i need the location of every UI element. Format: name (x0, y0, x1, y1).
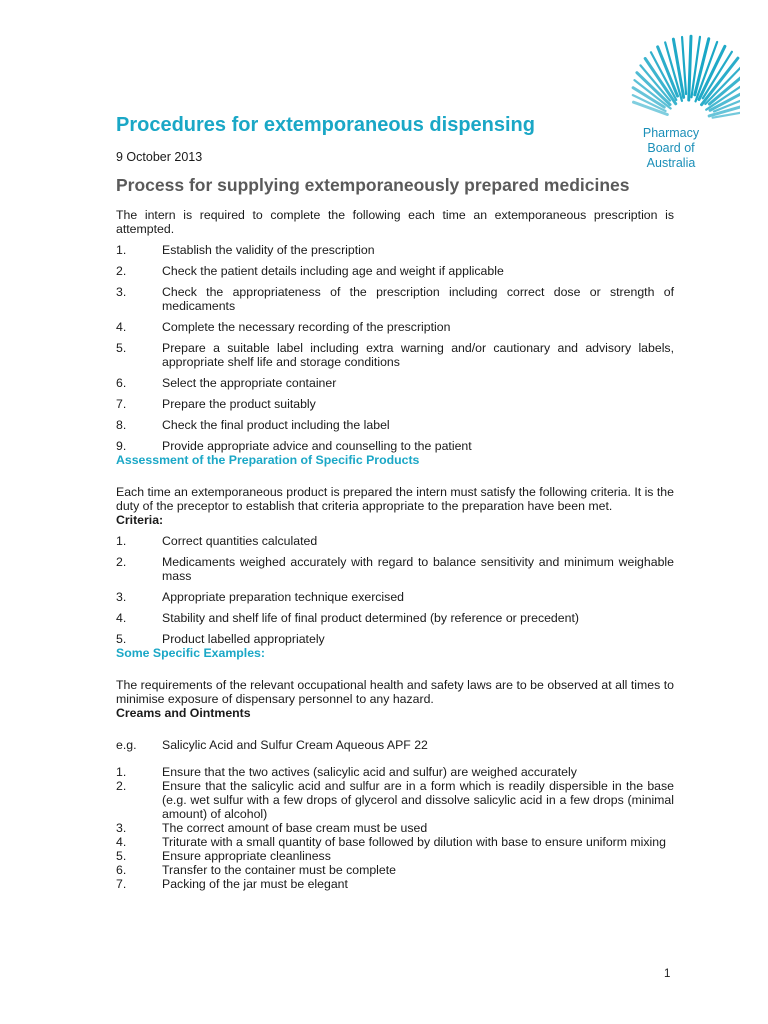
list-item-text: Correct quantities calculated (162, 534, 318, 548)
intro-paragraph: The intern is required to complete the following each time an extemporaneous prescription is attempted. (116, 208, 674, 236)
list-item-text: Triturate with a small quantity of base followed by dilution with base to ensure uniform mixing (162, 835, 666, 849)
example-line (116, 738, 674, 752)
list-item (116, 821, 674, 835)
list-item-number: 4. (116, 611, 127, 625)
list-item-text: The correct amount of base cream must be used (162, 821, 428, 835)
list-item (116, 835, 674, 849)
creams-heading: Creams and Ointments (116, 706, 251, 720)
document-body (116, 208, 674, 891)
list-item (116, 779, 674, 821)
list-item-text: Ensure that the salicylic acid and sulfur are in a form which is readily dispersible in the base (e.g. wet sulfur with a few drops of glycerol and dissolve salicylic acid in a few drops (minimal amount) of alcohol) (162, 779, 674, 821)
list-item-text: Prepare a suitable label including extra warning and/or cautionary and advisory labels, appropriate shelf life and storage conditions (162, 341, 674, 369)
list-item-number: 3. (116, 590, 127, 604)
list-item-number: 4. (116, 835, 127, 849)
list-item-text: Ensure appropriate cleanliness (162, 849, 331, 863)
logo-line: Board of (647, 141, 695, 155)
list-item-text: Product labelled appropriately (162, 632, 325, 646)
example-steps-list (116, 765, 674, 891)
page-number: 1 (664, 968, 671, 980)
list-item-text: Packing of the jar must be elegant (162, 877, 348, 891)
list-item-number: 7. (116, 877, 127, 891)
process-steps-list (116, 243, 674, 453)
list-item (116, 590, 674, 604)
list-item-number: 6. (116, 863, 127, 877)
list-item-text: Check the final product including the label (162, 418, 390, 432)
list-item-number: 5. (116, 849, 127, 863)
list-item (116, 341, 674, 369)
list-item-text: Select the appropriate container (162, 376, 337, 390)
list-item (116, 285, 674, 313)
list-item-text: Complete the necessary recording of the prescription (162, 320, 451, 334)
document-date: 9 October 2013 (116, 150, 203, 164)
examples-paragraph: The requirements of the relevant occupational health and safety laws are to be observed at all times to minimise exposure of dispensary personnel to any hazard. (116, 678, 674, 706)
assessment-paragraph: Each time an extemporaneous product is prepared the intern must satisfy the following criteria. It is the duty of the preceptor to establish that criteria appropriate to the preparation have been met. (116, 485, 674, 513)
examples-heading: Some Specific Examples: (116, 646, 265, 660)
list-item (116, 243, 674, 257)
list-item-text: Medicaments weighed accurately with regard to balance sensitivity and minimum weighable mass (162, 555, 674, 583)
list-item-number: 1. (116, 243, 127, 257)
list-item (116, 877, 674, 891)
list-item-number: 3. (116, 285, 127, 299)
list-item (116, 632, 674, 646)
list-item-number: 6. (116, 376, 127, 390)
list-item (116, 849, 674, 863)
list-item-number: 7. (116, 397, 127, 411)
logo-line: Australia (646, 156, 696, 170)
list-item-text: Check the patient details including age and weight if applicable (162, 264, 504, 278)
list-item-number: 2. (116, 264, 127, 278)
list-item-number: 3. (116, 821, 127, 835)
list-item-text: Ensure that the two actives (salicylic acid and sulfur) are weighed accurately (162, 765, 577, 779)
eg-text: Salicylic Acid and Sulfur Cream Aqueous APF 22 (162, 738, 428, 752)
criteria-heading: Criteria: (116, 513, 164, 527)
list-item-text: Appropriate preparation technique exercised (162, 590, 404, 604)
list-item-number: 2. (116, 779, 127, 793)
logo-ray (689, 36, 691, 100)
list-item-number: 5. (116, 632, 127, 646)
list-item-number: 4. (116, 320, 127, 334)
assessment-heading: Assessment of the Preparation of Specific Products (116, 453, 420, 467)
logo-wordmark (626, 126, 716, 171)
list-item-number: 2. (116, 555, 127, 569)
logo-line: Pharmacy (642, 126, 700, 140)
criteria-list (116, 534, 674, 646)
list-item (116, 376, 674, 390)
list-item (116, 264, 674, 278)
list-item-text: Prepare the product suitably (162, 397, 316, 411)
list-item (116, 611, 674, 625)
list-item (116, 397, 674, 411)
list-item-text: Transfer to the container must be complete (162, 863, 396, 877)
eg-label: e.g. (116, 738, 137, 752)
list-item (116, 765, 674, 779)
list-item-number: 9. (116, 439, 127, 453)
list-item (116, 439, 674, 453)
list-item (116, 320, 674, 334)
list-item-text: Stability and shelf life of final product determined (by reference or precedent) (162, 611, 579, 625)
list-item (116, 534, 674, 548)
page-title: Procedures for extemporaneous dispensing (116, 114, 535, 136)
list-item-number: 1. (116, 765, 127, 779)
list-item-number: 8. (116, 418, 127, 432)
list-item-number: 1. (116, 534, 127, 548)
pharmacy-board-logo-icon (590, 30, 740, 120)
list-item-text: Provide appropriate advice and counselling to the patient (162, 439, 472, 453)
section-subtitle: Process for supplying extemporaneously prepared medicines (116, 175, 630, 195)
list-item-text: Establish the validity of the prescription (162, 243, 375, 257)
list-item-number: 5. (116, 341, 127, 355)
list-item (116, 863, 674, 877)
list-item (116, 418, 674, 432)
list-item-text: Check the appropriateness of the prescription including correct dose or strength of medicaments (162, 285, 674, 313)
list-item (116, 555, 674, 583)
